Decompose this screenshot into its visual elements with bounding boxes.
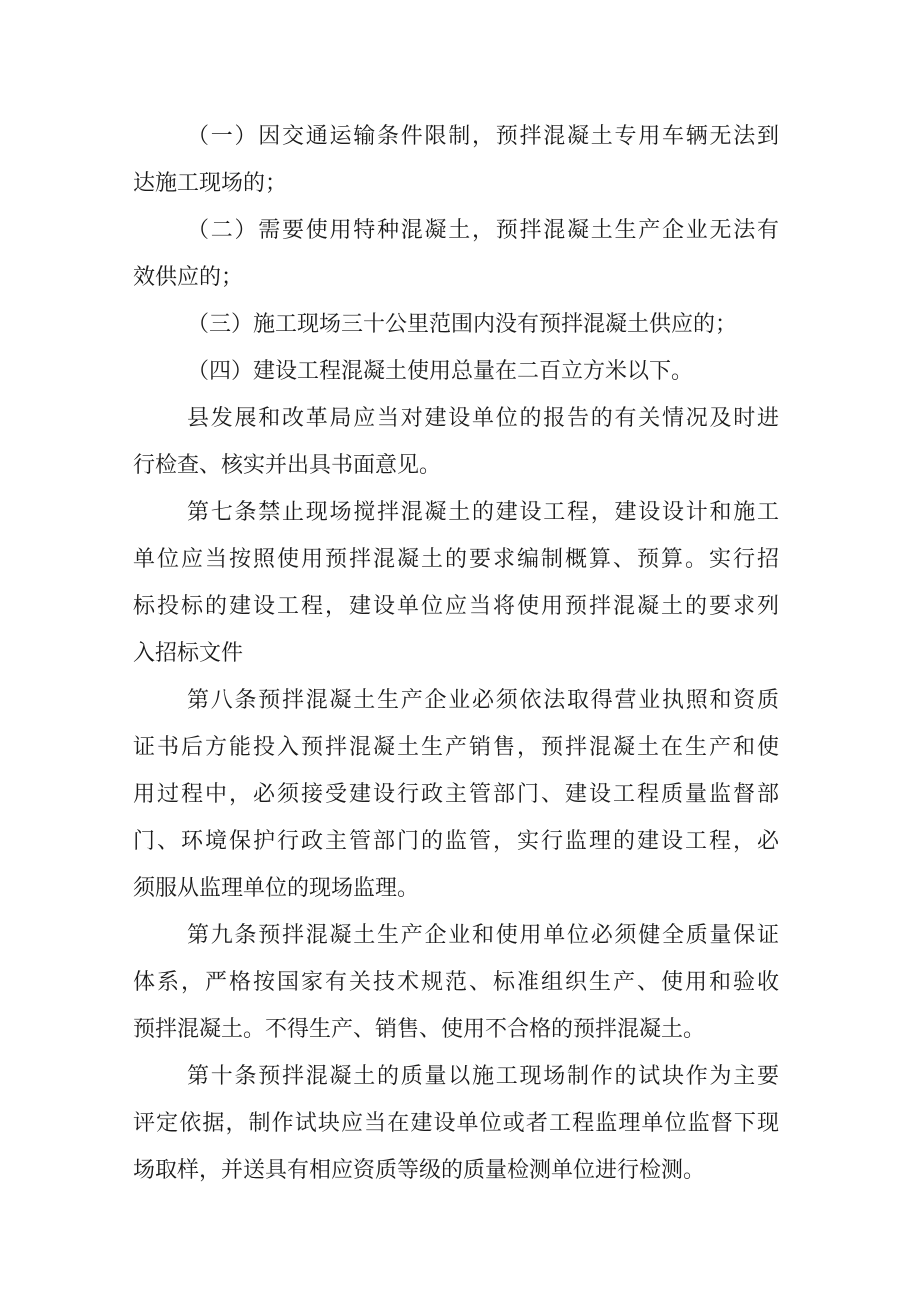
paragraph-line: 体系，严格按国家有关技术规范、标准组织生产、使用和验收 [133, 970, 779, 995]
paragraph-line: 单位应当按照使用预拌混凝土的要求编制概算、预算。实行招 [133, 547, 779, 572]
paragraph-article-10 [133, 1057, 779, 1198]
paragraph-line: 第十条预拌混凝土的质量以施工现场制作的试块作为主要 [187, 1064, 779, 1089]
paragraph-line: 评定依据，制作试块应当在建设单位或者工程监理单位监督下现 [133, 1111, 779, 1136]
paragraph-article-9 [133, 916, 779, 1057]
paragraph-line: 须服从监理单位的现场监理。 [133, 876, 420, 901]
paragraph-line: 预拌混凝土。不得生产、销售、使用不合格的预拌混凝土。 [133, 1017, 706, 1042]
document-body [133, 117, 779, 1198]
paragraph-line: 第九条预拌混凝土生产企业和使用单位必须健全质量保证 [187, 923, 779, 948]
paragraph-line: 效供应的； [133, 265, 244, 290]
paragraph-line: 标投标的建设工程，建设单位应当将使用预拌混凝土的要求列 [133, 594, 779, 619]
paragraph-line: 用过程中，必须接受建设行政主管部门、建设工程质量监督部 [133, 782, 779, 807]
paragraph-article-7 [133, 493, 779, 681]
paragraph-item-4 [133, 352, 779, 399]
paragraph-line: 入招标文件 [133, 641, 244, 666]
paragraph-line: （二）需要使用特种混凝土，预拌混凝土生产企业无法有 [187, 218, 779, 243]
paragraph-line: 第七条禁止现场搅拌混凝土的建设工程，建设设计和施工 [187, 500, 779, 525]
paragraph-line: 场取样，并送具有相应资质等级的质量检测单位进行检测。 [133, 1158, 706, 1183]
paragraph-county-review [133, 399, 779, 493]
paragraph-line: （一）因交通运输条件限制，预拌混凝土专用车辆无法到 [187, 124, 779, 149]
paragraph-line: 县发展和改革局应当对建设单位的报告的有关情况及时进 [187, 406, 779, 431]
paragraph-line: 达施工现场的； [133, 171, 288, 196]
paragraph-line: 第八条预拌混凝土生产企业必须依法取得营业执照和资质 [187, 688, 779, 713]
paragraph-item-1 [133, 117, 779, 211]
paragraph-line: （四）建设工程混凝土使用总量在二百立方米以下。 [187, 359, 694, 384]
paragraph-line: 行检查、核实并出具书面意见。 [133, 453, 442, 478]
paragraph-line: 证书后方能投入预拌混凝土生产销售，预拌混凝土在生产和使 [133, 735, 779, 760]
paragraph-item-2 [133, 211, 779, 305]
paragraph-line: （三）施工现场三十公里范围内没有预拌混凝土供应的； [187, 312, 738, 337]
paragraph-article-8 [133, 681, 779, 916]
paragraph-line: 门、环境保护行政主管部门的监管，实行监理的建设工程，必 [133, 829, 779, 854]
paragraph-item-3 [133, 305, 779, 352]
